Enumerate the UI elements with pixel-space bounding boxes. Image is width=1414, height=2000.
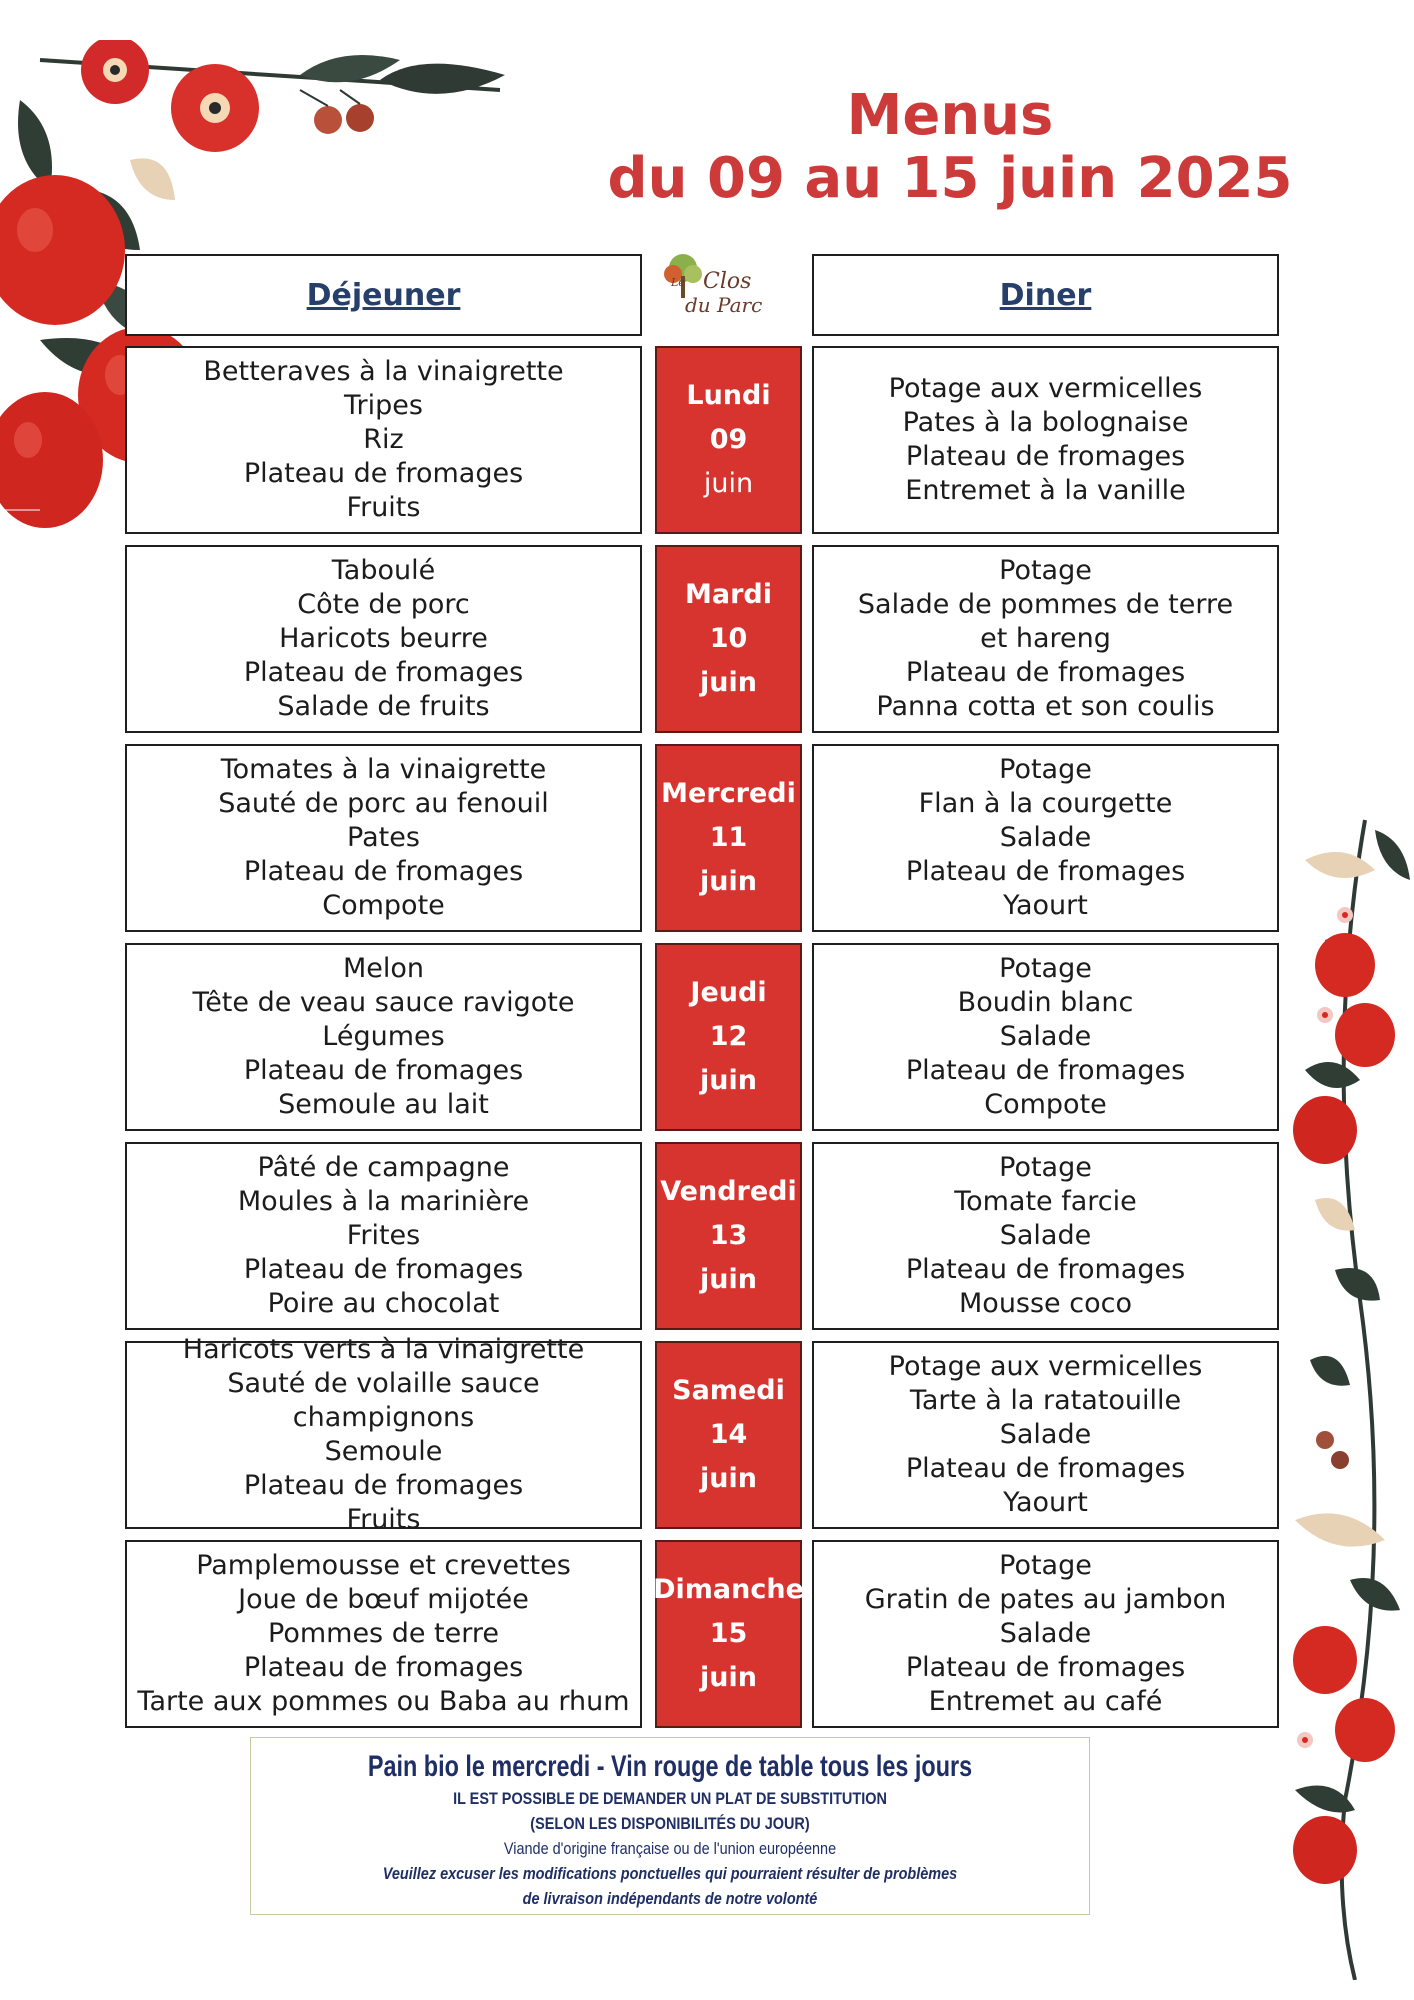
dinner-item: Yaourt [1003, 1487, 1088, 1518]
lunch-cell-mercredi [125, 744, 642, 932]
lunch-item: Pamplemousse et crevettes [196, 1550, 571, 1581]
lunch-item: Betteraves à la vinaigrette [203, 356, 564, 387]
day-number: 13 [709, 1220, 748, 1251]
dinner-item: Salade [999, 822, 1092, 853]
lunch-item: Pommes de terre [268, 1618, 499, 1649]
dinner-item: Flan à la courgette [918, 788, 1173, 819]
lunch-item: Sauté de porc au fenouil [218, 788, 549, 819]
lunch-header-label: Déjeuner [306, 277, 461, 313]
dinner-cell-mercredi [812, 744, 1279, 932]
dinner-item: et hareng [980, 623, 1111, 654]
footer-delivery-line: de livraison indépendants de notre volonté [522, 1889, 818, 1908]
page-title [600, 85, 1300, 211]
day-badge-lundi [655, 346, 802, 534]
dinner-cell-samedi [812, 1341, 1279, 1529]
day-badge-samedi [655, 1341, 802, 1529]
lunch-item: Plateau de fromages [243, 458, 524, 489]
lunch-item: Plateau de fromages [243, 1652, 524, 1683]
dinner-item: Potage [999, 953, 1092, 984]
dinner-item: Plateau de fromages [905, 1453, 1186, 1484]
dinner-cell-vendredi [812, 1142, 1279, 1330]
dinner-item: Potage aux vermicelles [888, 1351, 1203, 1382]
lunch-item: Frites [346, 1220, 421, 1251]
lunch-item: Riz [363, 424, 404, 455]
dinner-item: Potage [999, 1152, 1092, 1183]
lunch-item: Sauté de volaille sauce champignons [227, 1368, 540, 1433]
dinner-cell-mardi [812, 545, 1279, 733]
red-flower-icon [81, 40, 149, 104]
dinner-item: Compote [984, 1089, 1107, 1120]
lunch-cell-vendredi [125, 1142, 642, 1330]
dinner-item: Pates à la bolognaise [902, 407, 1189, 438]
dinner-item: Gratin de pates au jambon [864, 1584, 1227, 1615]
logo-text-parc: du Parc [685, 293, 763, 317]
lunch-item: Plateau de fromages [243, 1470, 524, 1501]
dinner-header-label: Diner [999, 277, 1092, 313]
day-number: 11 [709, 822, 748, 853]
dinner-item: Potage [999, 1550, 1092, 1581]
lunch-item: Moules à la marinière [237, 1186, 530, 1217]
day-badge-jeudi [655, 943, 802, 1131]
dinner-header [812, 254, 1279, 336]
footer-apology-line: Veuillez excuser les modifications ponctuelles qui pourraient résulter de problèmes [382, 1864, 958, 1883]
dinner-item: Plateau de fromages [905, 856, 1186, 887]
day-badge-dimanche [655, 1540, 802, 1728]
lunch-cell-dimanche [125, 1540, 642, 1728]
footer-availability-line: (SELON LES DISPONIBILITÉS DU JOUR) [530, 1814, 810, 1833]
lunch-item: Tête de veau sauce ravigote [192, 987, 575, 1018]
lunch-item: Plateau de fromages [243, 657, 524, 688]
dinner-item: Plateau de fromages [905, 657, 1186, 688]
dinner-cell-jeudi [812, 943, 1279, 1131]
day-month: juin [703, 468, 754, 499]
lunch-item: Plateau de fromages [243, 1254, 524, 1285]
lunch-item: Taboulé [331, 555, 436, 586]
red-flower-icon [1337, 907, 1353, 923]
title-line-2: du 09 au 15 juin 2025 [607, 146, 1293, 211]
apple-icon [1335, 1698, 1395, 1762]
dinner-item: Potage [999, 754, 1092, 785]
lunch-item: Joue de bœuf mijotée [238, 1584, 529, 1615]
lunch-item: Semoule [324, 1436, 443, 1467]
logo-text-prefix: Le [671, 276, 685, 289]
day-name: Mardi [685, 579, 772, 610]
day-month: juin [700, 667, 757, 698]
lunch-item: Fruits [346, 492, 421, 523]
lunch-cell-lundi [125, 346, 642, 534]
dinner-item: Tomate farcie [954, 1186, 1137, 1217]
apple-branch-icon [1265, 800, 1414, 1980]
apple-icon [1315, 933, 1375, 997]
lunch-item: Poire au chocolat [267, 1288, 500, 1319]
lunch-item: Plateau de fromages [243, 856, 524, 887]
dinner-item: Salade [999, 1220, 1092, 1251]
title-line-1: Menus [846, 83, 1054, 148]
lunch-item: Tomates à la vinaigrette [220, 754, 547, 785]
apple-icon [1335, 1003, 1395, 1067]
dinner-item: Entremet à la vanille [905, 475, 1186, 506]
day-number: 12 [709, 1021, 748, 1052]
day-name: Samedi [672, 1375, 785, 1406]
footer-main-line: Pain bio le mercredi - Vin rouge de table tous les jours [367, 1750, 973, 1783]
dinner-cell-lundi [812, 346, 1279, 534]
day-name: Mercredi [661, 778, 796, 809]
day-month: juin [700, 1264, 757, 1295]
day-month: juin [700, 1463, 757, 1494]
day-name: Lundi [686, 380, 771, 411]
lunch-item: Salade de fruits [277, 691, 490, 722]
apple-icon [1293, 1816, 1357, 1884]
day-number: 09 [709, 424, 748, 455]
lunch-item: Pates [347, 822, 420, 853]
lunch-item: Plateau de fromages [243, 1055, 524, 1086]
day-name: Jeudi [690, 977, 767, 1008]
lunch-item: Semoule au lait [278, 1089, 489, 1120]
day-number: 14 [709, 1419, 748, 1450]
day-month: juin [700, 1065, 757, 1096]
lunch-item: Melon [342, 953, 425, 984]
lunch-item: Fruits [346, 1504, 421, 1535]
dinner-item: Plateau de fromages [905, 1652, 1186, 1683]
red-flower-icon [171, 64, 259, 152]
dinner-item: Boudin blanc [957, 987, 1134, 1018]
red-flower-icon [1297, 1732, 1313, 1748]
dinner-item: Entremet au café [928, 1686, 1163, 1717]
apple-icon [1293, 1626, 1357, 1694]
dinner-item: Salade de pommes de terre [857, 589, 1234, 620]
dinner-item: Tarte à la ratatouille [909, 1385, 1182, 1416]
lunch-item: Pâté de campagne [257, 1152, 510, 1183]
day-badge-mardi [655, 545, 802, 733]
logo-text-clos: Clos [703, 269, 752, 294]
footer-notes [250, 1737, 1090, 1915]
footer-meat-origin-line: Viande d'origine française ou de l'union européenne [503, 1839, 837, 1858]
dinner-item: Salade [999, 1618, 1092, 1649]
dinner-item: Plateau de fromages [905, 1055, 1186, 1086]
dinner-item: Salade [999, 1419, 1092, 1450]
lunch-item: Haricots beurre [279, 623, 488, 654]
day-number: 15 [709, 1618, 748, 1649]
day-month: juin [700, 1662, 757, 1693]
lunch-item: Compote [322, 890, 445, 921]
lunch-cell-jeudi [125, 943, 642, 1131]
lunch-item: Tripes [344, 390, 423, 421]
day-badge-vendredi [655, 1142, 802, 1330]
lunch-item: Côte de porc [297, 589, 470, 620]
day-name: Vendredi [660, 1176, 797, 1207]
day-number: 10 [709, 623, 748, 654]
lunch-item: Haricots verts à la vinaigrette [182, 1334, 585, 1365]
lunch-cell-samedi [125, 1334, 642, 1535]
apple-icon [1293, 1096, 1357, 1164]
dinner-item: Potage aux vermicelles [888, 373, 1203, 404]
day-badge-mercredi [655, 744, 802, 932]
dinner-cell-dimanche [812, 1540, 1279, 1728]
dinner-item: Potage [999, 555, 1092, 586]
dinner-item: Salade [999, 1021, 1092, 1052]
tree-logo-icon [655, 250, 795, 322]
dinner-item: Mousse coco [959, 1288, 1132, 1319]
dinner-item: Panna cotta et son coulis [876, 691, 1215, 722]
footer-substitution-line: IL EST POSSIBLE DE DEMANDER UN PLAT DE SUBSTITUTION [453, 1789, 887, 1808]
lunch-item: Légumes [322, 1021, 445, 1052]
dinner-item: Yaourt [1003, 890, 1088, 921]
lunch-item: Tarte aux pommes ou Baba au rhum [137, 1686, 630, 1717]
dinner-item: Plateau de fromages [905, 1254, 1186, 1285]
red-flower-icon [1317, 1007, 1333, 1023]
lunch-header [125, 254, 642, 336]
day-month: juin [700, 866, 757, 897]
dinner-item: Plateau de fromages [905, 441, 1186, 472]
day-name: Dimanche [653, 1574, 804, 1605]
lunch-cell-mardi [125, 545, 642, 733]
